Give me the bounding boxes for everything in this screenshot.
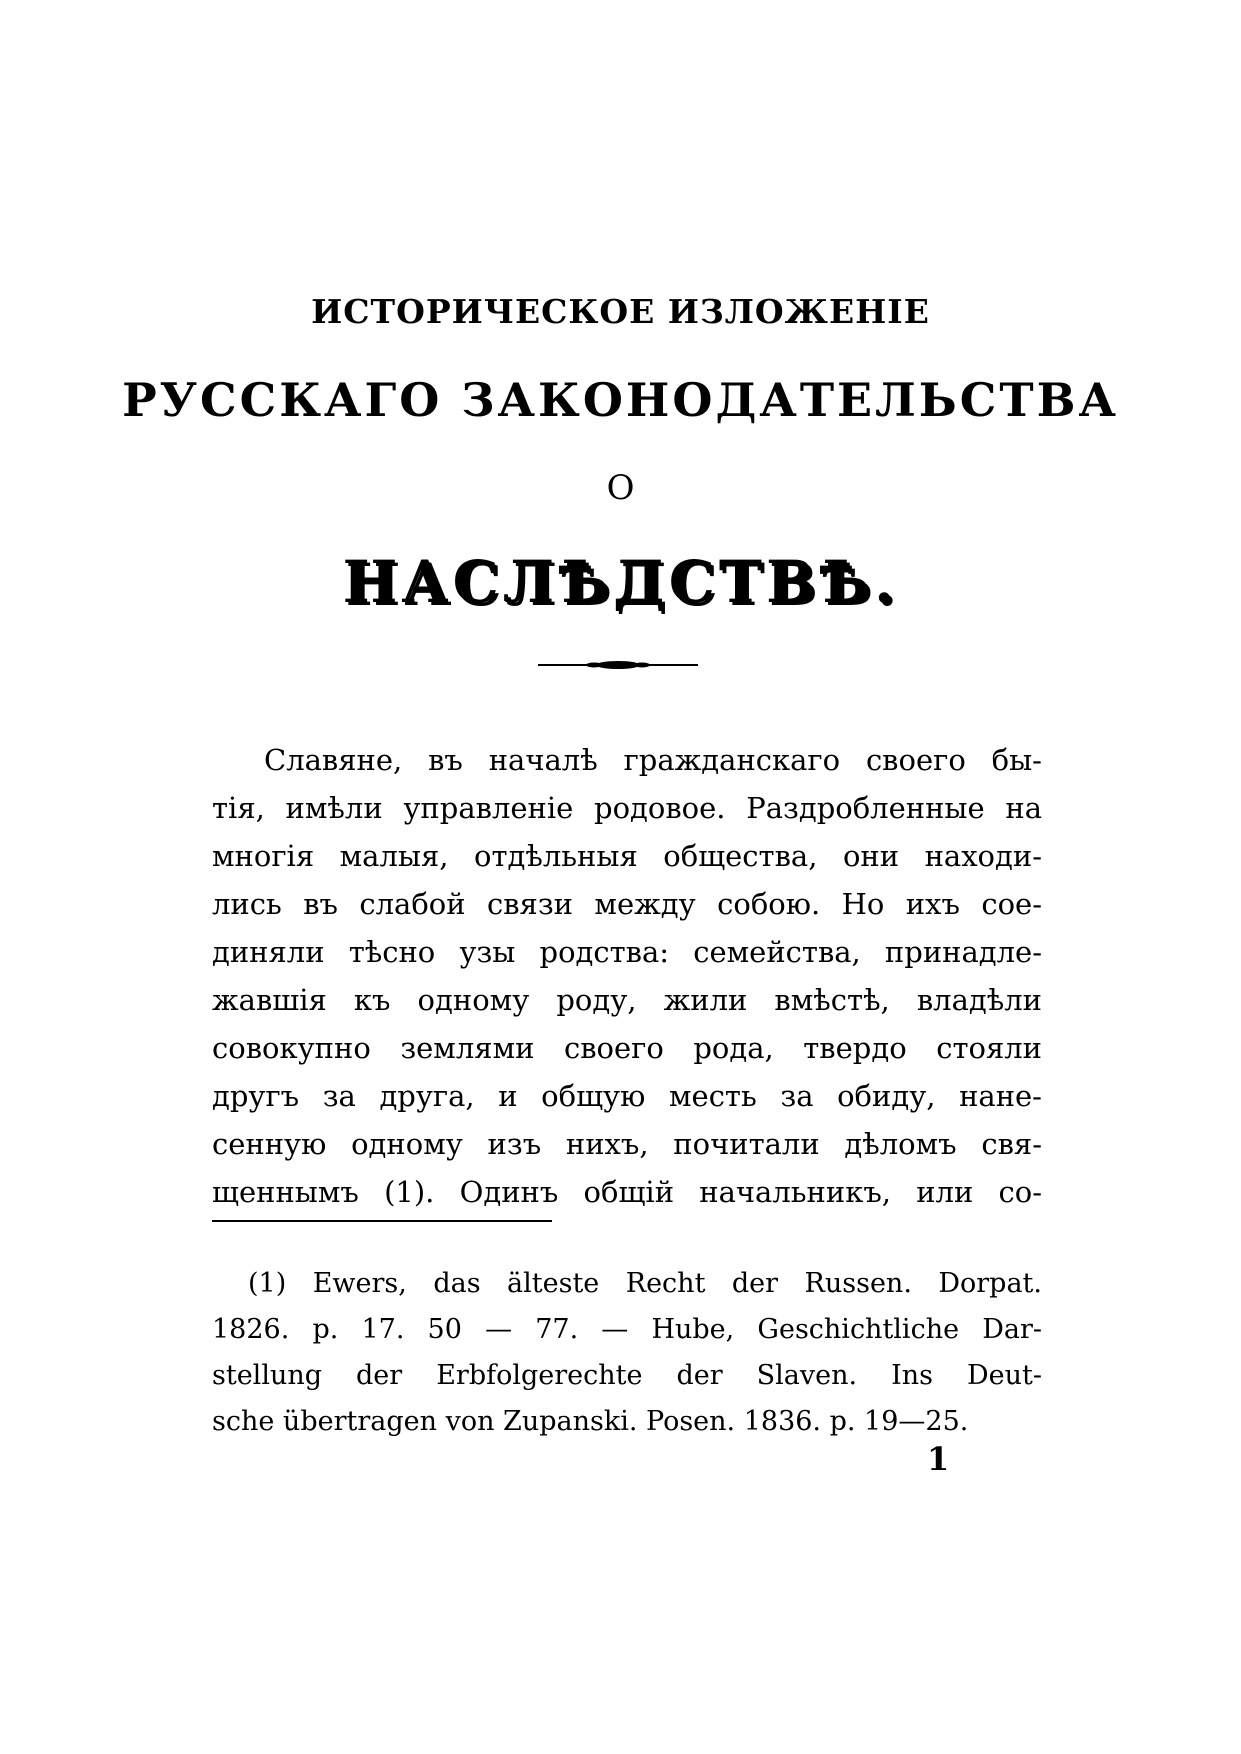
- signature-mark: 1: [927, 1440, 950, 1478]
- text-line: диняли тѣсно узы родства: семейства, принадле-: [212, 935, 1042, 969]
- text-line: щеннымъ (1). Одинъ общій начальникъ, или со-: [212, 1175, 1042, 1209]
- footnote-rule: [212, 1220, 552, 1222]
- text-line: многія малыя, отдѣльныя общества, они находи-: [212, 839, 1042, 873]
- title-line-2: РУССКАГО ЗАКОНОДАТЕЛЬСТВА: [122, 373, 1119, 427]
- text-line: Славяне, въ началѣ гражданскаго своего бы-: [264, 743, 1042, 777]
- title-line-3: О: [606, 468, 635, 508]
- title-line-1: ИСТОРИЧЕСКОЕ ИЗЛОЖЕНІЕ: [311, 292, 930, 331]
- title-line-4: НАСЛѢДСТВѢ.: [342, 548, 899, 616]
- ornament-divider-icon: [538, 659, 698, 671]
- text-line: жавшія къ одному роду, жили вмѣстѣ, владѣли: [212, 983, 1042, 1017]
- text-line: другъ за друга, и общую месть за обиду, нане-: [212, 1079, 1042, 1113]
- text-line: лись въ слабой связи между собою. Но ихъ сое-: [212, 887, 1042, 921]
- text-line: совокупно землями своего рода, твердо стояли: [212, 1031, 1042, 1065]
- footnote-line: stellung der Erbfolgerechte der Slaven. Ins Deut-: [212, 1360, 1042, 1391]
- text-line: тія, имѣли управленіе родовое. Раздробленные на: [212, 791, 1042, 825]
- footnote-line: (1) Ewers, das älteste Recht der Russen. Dorpat.: [248, 1268, 1042, 1299]
- text-line: сенную одному изъ нихъ, почитали дѣломъ свя-: [212, 1127, 1042, 1161]
- footnote-line: sche übertragen von Zupanski. Posen. 1836. p. 19—25.: [212, 1406, 969, 1437]
- footnote-line: 1826. p. 17. 50 — 77. — Hube, Geschichtliche Dar-: [212, 1314, 1042, 1345]
